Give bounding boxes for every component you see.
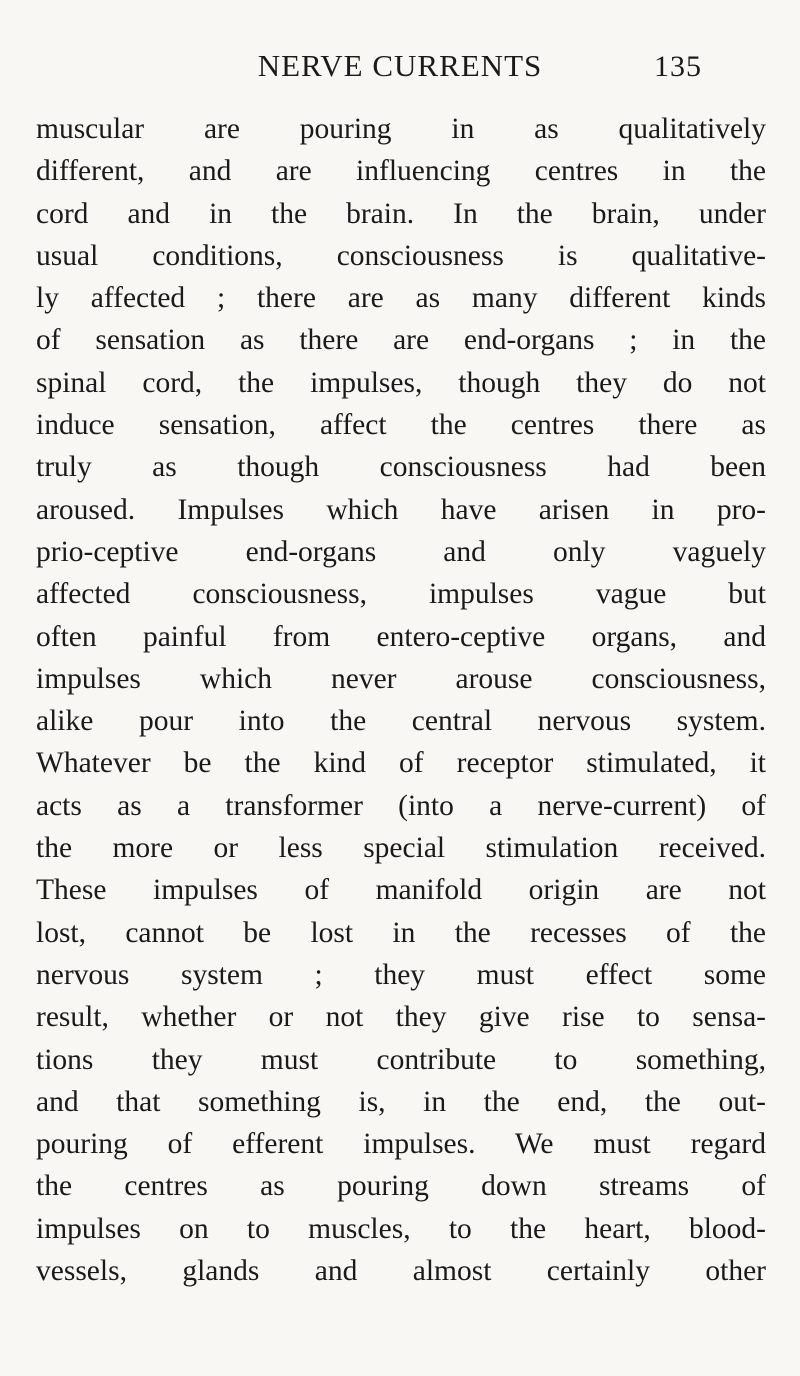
text-line: impulses on to muscles, to the heart, blood-	[36, 1212, 766, 1245]
text-line: muscular are pouring in as qualitatively	[36, 113, 766, 145]
running-head	[0, 46, 800, 90]
text-line: prio-ceptive end-organs and only vaguely	[36, 535, 766, 568]
text-line: pouring of efferent impulses. We must regard	[36, 1128, 766, 1161]
text-line: affected consciousness, impulses vague but	[36, 578, 766, 611]
text-line: the centres as pouring down streams of	[36, 1170, 766, 1203]
text-line: of sensation as there are end-organs ; in the	[36, 324, 766, 357]
text-line: usual conditions, consciousness is qualitative-	[36, 239, 766, 272]
text-line: cord and in the brain. In the brain, under	[36, 197, 766, 230]
text-line: often painful from entero-ceptive organs, and	[36, 620, 766, 653]
text-line: truly as though consciousness had been	[36, 451, 766, 484]
text-line: and that something is, in the end, the out-	[36, 1085, 766, 1118]
text-line: impulses which never arouse consciousness,	[36, 662, 766, 695]
text-line: nervous system ; they must effect some	[36, 958, 766, 991]
page-number: 135	[654, 50, 702, 83]
text-line: aroused. Impulses which have arisen in pro-	[36, 493, 766, 526]
text-line: result, whether or not they give rise to sensa-	[36, 1001, 766, 1034]
text-line: different, and are influencing centres in the	[36, 155, 766, 188]
text-line: acts as a transformer (into a nerve-current) of	[36, 789, 766, 822]
text-line: the more or less special stimulation received.	[36, 832, 766, 865]
body-text	[36, 108, 766, 1292]
text-line: vessels, glands and almost certainly other	[36, 1255, 766, 1288]
text-line: lost, cannot be lost in the recesses of the	[36, 916, 766, 949]
text-line: ly affected ; there are as many different kinds	[36, 282, 766, 315]
text-line: tions they must contribute to something,	[36, 1043, 766, 1076]
text-line: induce sensation, affect the centres there as	[36, 409, 766, 442]
text-line: alike pour into the central nervous system.	[36, 705, 766, 738]
text-line: These impulses of manifold origin are not	[36, 874, 766, 907]
text-line: Whatever be the kind of receptor stimulated, it	[36, 747, 766, 780]
text-line: spinal cord, the impulses, though they do not	[36, 366, 766, 399]
running-title: NERVE CURRENTS	[257, 48, 543, 83]
